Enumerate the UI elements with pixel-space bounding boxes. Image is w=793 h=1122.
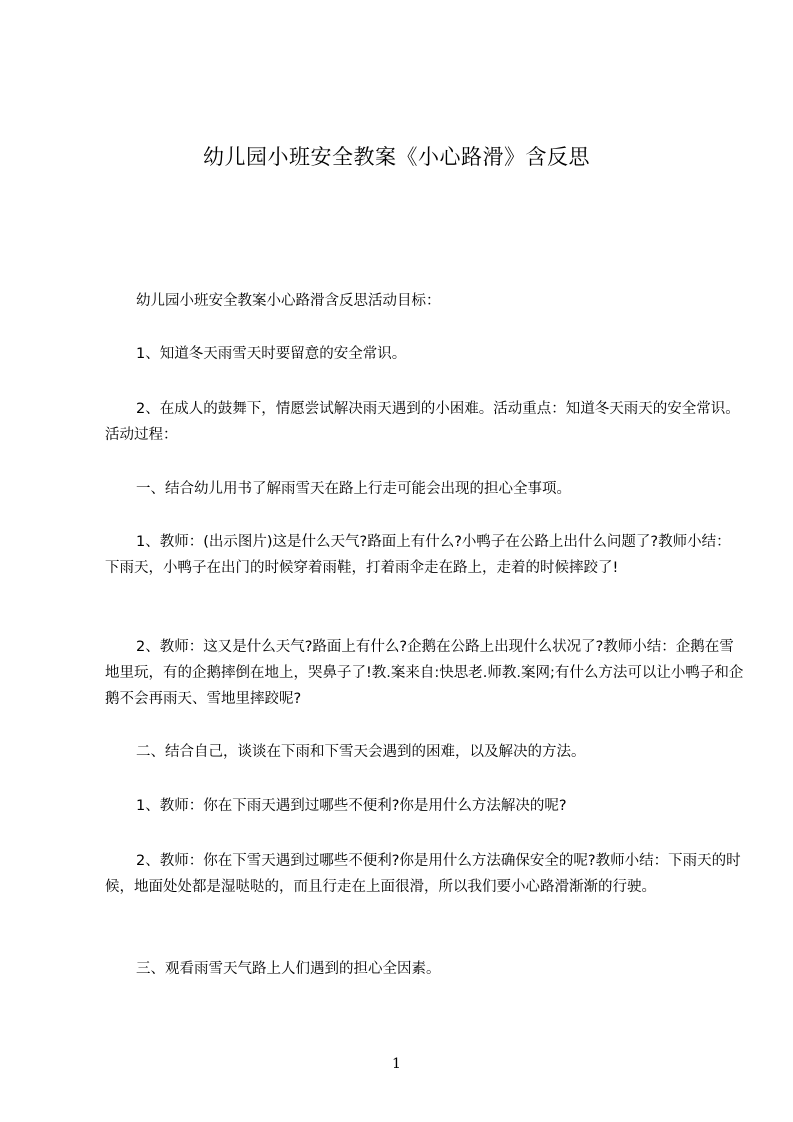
paragraph-section-2-item-1: 1、教师：你在下雨天遇到过哪些不便利?你是用什么方法解决的呢? <box>136 798 567 814</box>
paragraph-section-2-item-2: 2、教师：你在下雪天遇到过哪些不便利?你是用什么方法确保安全的呢?教师小结：下雨天的时候，地面处处都是湿哒哒的，而且行走在上面很滑，所以我们要小心路滑渐渐的行驶。 <box>105 853 741 895</box>
paragraph-section-1-item-2: 2、教师：这又是什么天气?路面上有什么?企鹅在公路上出现什么状况了?教师小结：企鹅在雪地里玩，有的企鹅摔倒在地上，哭鼻子了!教.案来自:快思老.师教.案网;有什么方法可以让小鸭子和企鹅不会再雨天、雪地里摔跤呢? <box>105 639 744 707</box>
paragraph-intro: 幼儿园小班安全教案小心路滑含反思活动目标： <box>136 293 441 309</box>
paragraph-section-1: 一、结合幼儿用书了解雨雪天在路上行走可能会出现的担心全事项。 <box>136 481 571 497</box>
paragraph-goal-1: 1、知道冬天雨雪天时要留意的安全常识。 <box>136 346 407 362</box>
paragraph-goal-2: 2、在成人的鼓舞下，情愿尝试解决雨天遇到的小困难。活动重点：知道冬天雨天的安全常识。活动过程： <box>105 401 740 443</box>
paragraph-section-3: 三、观看雨雪天气路上人们遇到的担心全因素。 <box>136 961 441 977</box>
document-title: 幼儿园小班安全教案《小心路滑》含反思 <box>203 145 590 169</box>
paragraph-section-2: 二、结合自己，谈谈在下雨和下雪天会遇到的困难，以及解决的方法。 <box>136 744 586 760</box>
paragraph-section-1-item-1: 1、教师：(出示图片)这是什么天气?路面上有什么?小鸭子在公路上出什么问题了?教师小结：下雨天，小鸭子在出门的时候穿着雨鞋，打着雨伞走在路上，走着的时候摔跤了! <box>105 534 731 576</box>
page-number: 1 <box>392 1056 401 1072</box>
